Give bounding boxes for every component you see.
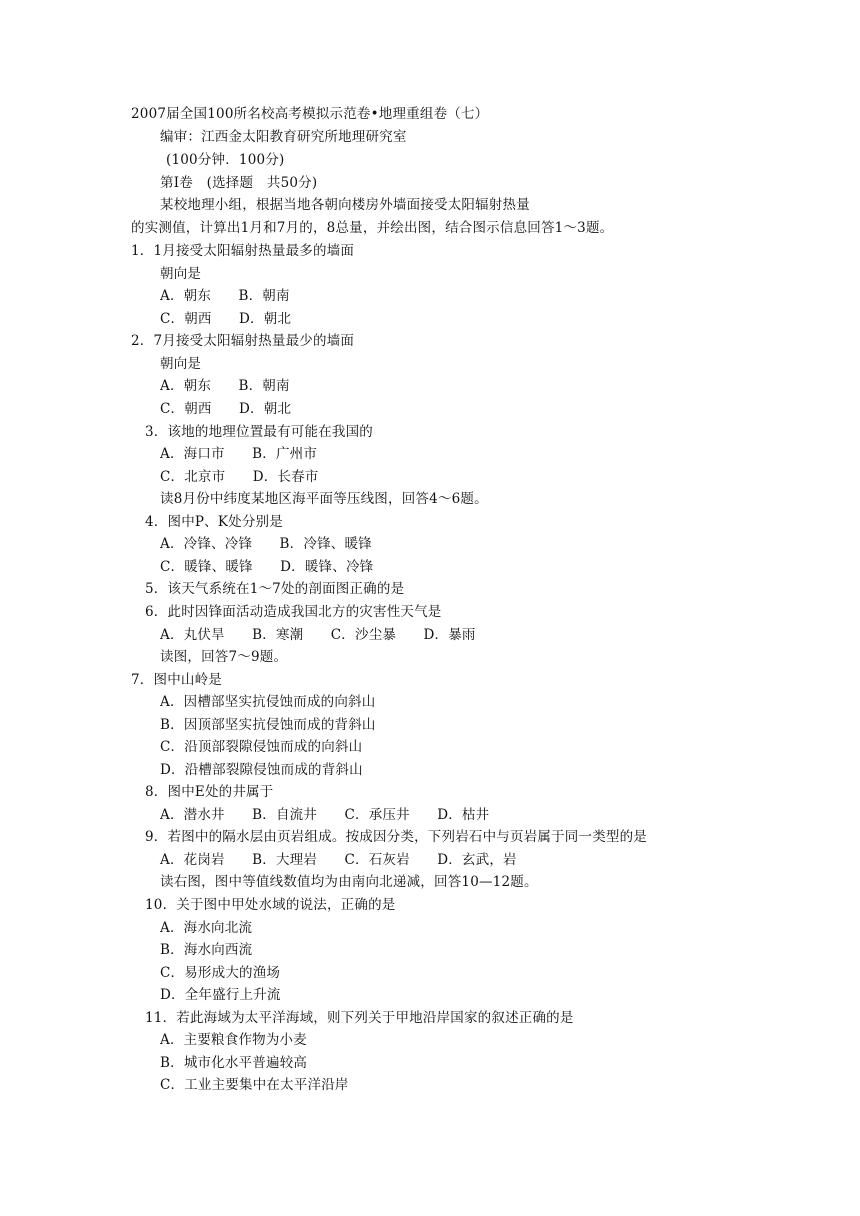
question-1-options-cd: C．朝西 D．朝北	[160, 311, 292, 327]
question-10-option-a: A．海水向北流	[160, 920, 253, 936]
question-2-cont: 朝向是	[160, 356, 202, 372]
question-10-option-c: C．易形成大的渔场	[160, 965, 281, 981]
question-8: 8．图中E处的井属于	[145, 784, 274, 800]
question-9: 9．若图中的隔水层由页岩组成。按成因分类，下列岩石中与页岩属于同一类型的是	[145, 829, 647, 845]
intro-paragraph: 某校地理小组，根据当地各朝向楼房外墙面接受太阳辐射热量	[160, 197, 530, 213]
question-6-options: A．丸伏旱 B．寒潮 C．沙尘暴 D．暴雨	[160, 627, 476, 643]
question-2: 2．7月接受太阳辐射热量最少的墙面	[131, 333, 355, 349]
question-4: 4．图中P、K处分别是	[145, 514, 283, 530]
question-7: 7．图中山岭是	[131, 672, 222, 688]
intro-10-12: 读右图，图中等值线数值均为由南向北递减，回答10—12题。	[160, 874, 538, 890]
question-4-options-ab: A．冷锋、冷锋 B．冷锋、暖锋	[160, 536, 372, 552]
question-7-option-c: C．沿顶部裂隙侵蚀而成的向斜山	[160, 739, 363, 755]
intro-paragraph-cont: 的实测值，计算出1月和7月的，8总量，并绘出图，结合图示信息回答1～3题。	[131, 220, 614, 236]
question-3-options-ab: A．海口市 B．广州市	[160, 446, 318, 462]
question-3: 3．该地的地理位置最有可能在我国的	[145, 424, 373, 440]
question-11-option-c: C．工业主要集中在太平洋沿岸	[160, 1077, 349, 1093]
question-10: 10．关于图中甲处水域的说法，正确的是	[145, 897, 396, 913]
exam-meta: (100分钟．100分)	[166, 152, 285, 168]
question-6: 6．此时因锋面活动造成我国北方的灾害性天气是	[145, 604, 442, 620]
question-1-options-ab: A．朝东 B．朝南	[160, 288, 290, 304]
intro-4-6: 读8月份中纬度某地区海平面等压线图，回答4～6题。	[160, 491, 488, 507]
question-11-option-b: B．城市化水平普遍较高	[160, 1055, 308, 1071]
question-7-option-b: B．因顶部坚实抗侵蚀而成的背斜山	[160, 717, 376, 733]
question-10-option-b: B．海水向西流	[160, 942, 253, 958]
question-11: 11．若此海域为太平洋海域，则下列关于甲地沿岸国家的叙述正确的是	[145, 1010, 574, 1026]
document-title: 2007届全国100所名校高考模拟示范卷•地理重组卷（七）	[131, 106, 489, 122]
intro-7-9: 读图，回答7～9题。	[160, 649, 288, 665]
question-1-cont: 朝向是	[160, 266, 202, 282]
question-4-options-cd: C．暖锋、暖锋 D．暖锋、冷锋	[160, 559, 374, 575]
question-2-options-ab: A．朝东 B．朝南	[160, 378, 290, 394]
question-5: 5．该天气系统在1～7处的剖面图正确的是	[145, 581, 405, 597]
question-9-options: A．花岗岩 B．大理岩 C．石灰岩 D．玄武，岩	[160, 852, 517, 868]
section-heading: 第Ⅰ卷 (选择题 共50分)	[160, 175, 318, 191]
question-8-options: A．潜水井 B．自流井 C．承压井 D．枯井	[160, 807, 490, 823]
question-1: 1．1月接受太阳辐射热量最多的墙面	[131, 243, 355, 259]
editor-line: 编审：江西金太阳教育研究所地理研究室	[160, 129, 407, 145]
question-2-options-cd: C．朝西 D．朝北	[160, 401, 292, 417]
question-7-option-d: D．沿槽部裂隙侵蚀而成的背斜山	[160, 762, 363, 778]
question-3-options-cd: C．北京市 D．长春市	[160, 469, 319, 485]
question-7-option-a: A．因槽部坚实抗侵蚀而成的向斜山	[160, 694, 376, 710]
question-11-option-a: A．主要粮食作物为小麦	[160, 1032, 307, 1048]
question-10-option-d: D．全年盛行上升流	[160, 987, 281, 1003]
